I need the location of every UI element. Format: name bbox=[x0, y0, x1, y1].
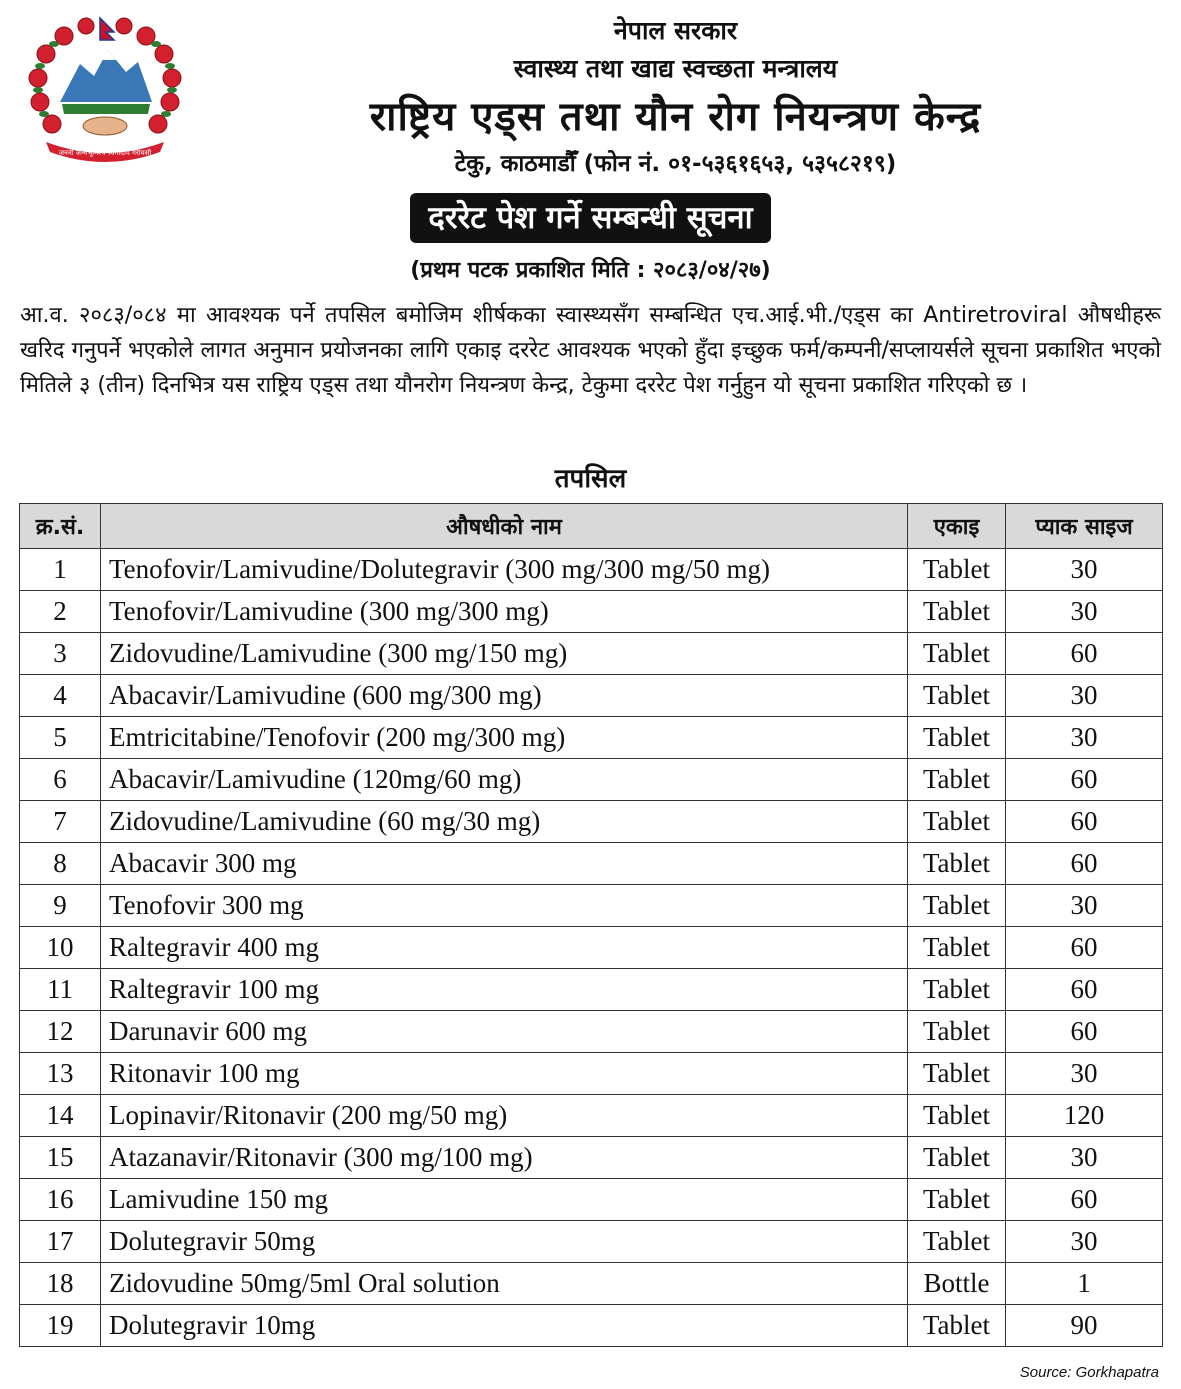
table-row bbox=[20, 1011, 1163, 1053]
cell-medicine-name: Zidovudine/Lamivudine (300 mg/150 mg) bbox=[101, 633, 908, 675]
cell-pack-size: 30 bbox=[1006, 717, 1163, 759]
cell-serial: 1 bbox=[20, 549, 101, 591]
cell-serial: 17 bbox=[20, 1221, 101, 1263]
cell-medicine-name: Abacavir 300 mg bbox=[101, 843, 908, 885]
cell-pack-size: 60 bbox=[1006, 969, 1163, 1011]
header-medicine-name: औषधीको नाम bbox=[101, 504, 908, 549]
table-row bbox=[20, 549, 1163, 591]
cell-unit: Tablet bbox=[908, 969, 1006, 1011]
cell-pack-size: 60 bbox=[1006, 1011, 1163, 1053]
cell-medicine-name: Tenofovir/Lamivudine/Dolutegravir (300 mg/300 mg/50 mg) bbox=[101, 549, 908, 591]
header-serial: क्र.सं. bbox=[20, 504, 101, 549]
cell-unit: Tablet bbox=[908, 843, 1006, 885]
cell-unit: Tablet bbox=[908, 633, 1006, 675]
cell-unit: Tablet bbox=[908, 759, 1006, 801]
cell-unit: Tablet bbox=[908, 927, 1006, 969]
cell-medicine-name: Dolutegravir 10mg bbox=[101, 1305, 908, 1347]
cell-medicine-name: Dolutegravir 50mg bbox=[101, 1221, 908, 1263]
cell-pack-size: 60 bbox=[1006, 633, 1163, 675]
cell-pack-size: 120 bbox=[1006, 1095, 1163, 1137]
cell-unit: Tablet bbox=[908, 1221, 1006, 1263]
table-row bbox=[20, 759, 1163, 801]
cell-pack-size: 1 bbox=[1006, 1263, 1163, 1305]
cell-unit: Tablet bbox=[908, 717, 1006, 759]
table-row bbox=[20, 1053, 1163, 1095]
cell-medicine-name: Darunavir 600 mg bbox=[101, 1011, 908, 1053]
header-pack-size: प्याक साइज bbox=[1006, 504, 1163, 549]
cell-serial: 9 bbox=[20, 885, 101, 927]
table-row bbox=[20, 1263, 1163, 1305]
cell-medicine-name: Lamivudine 150 mg bbox=[101, 1179, 908, 1221]
table-row bbox=[20, 1095, 1163, 1137]
cell-unit: Tablet bbox=[908, 885, 1006, 927]
cell-pack-size: 60 bbox=[1006, 759, 1163, 801]
cell-pack-size: 60 bbox=[1006, 801, 1163, 843]
cell-medicine-name: Ritonavir 100 mg bbox=[101, 1053, 908, 1095]
cell-serial: 3 bbox=[20, 633, 101, 675]
cell-unit: Tablet bbox=[908, 1179, 1006, 1221]
cell-serial: 8 bbox=[20, 843, 101, 885]
cell-pack-size: 30 bbox=[1006, 1053, 1163, 1095]
cell-medicine-name: Lopinavir/Ritonavir (200 mg/50 mg) bbox=[101, 1095, 908, 1137]
cell-serial: 12 bbox=[20, 1011, 101, 1053]
source-credit: Source: Gorkhapatra bbox=[1019, 1364, 1159, 1381]
nepal-emblem-icon bbox=[22, 14, 188, 164]
table-row bbox=[20, 885, 1163, 927]
cell-serial: 5 bbox=[20, 717, 101, 759]
government-name: नेपाल सरकार bbox=[613, 16, 738, 45]
cell-medicine-name: Tenofovir/Lamivudine (300 mg/300 mg) bbox=[101, 591, 908, 633]
cell-unit: Tablet bbox=[908, 1095, 1006, 1137]
medicine-table bbox=[19, 503, 1163, 1347]
cell-unit: Tablet bbox=[908, 549, 1006, 591]
header bbox=[190, 12, 1161, 182]
cell-pack-size: 30 bbox=[1006, 1221, 1163, 1263]
cell-serial: 18 bbox=[20, 1263, 101, 1305]
table-row bbox=[20, 969, 1163, 1011]
cell-serial: 19 bbox=[20, 1305, 101, 1347]
table-row bbox=[20, 1137, 1163, 1179]
cell-medicine-name: Tenofovir 300 mg bbox=[101, 885, 908, 927]
cell-serial: 7 bbox=[20, 801, 101, 843]
cell-serial: 11 bbox=[20, 969, 101, 1011]
table-row bbox=[20, 591, 1163, 633]
ministry-name: स्वास्थ्य तथा खाद्य स्वच्छता मन्त्रालय bbox=[513, 54, 838, 83]
cell-serial: 10 bbox=[20, 927, 101, 969]
cell-unit: Tablet bbox=[908, 1305, 1006, 1347]
cell-serial: 14 bbox=[20, 1095, 101, 1137]
notice-title: दररेट पेश गर्ने सम्बन्धी सूचना bbox=[410, 193, 770, 243]
notice-body: आ.व. २०८३/०८४ मा आवश्यक पर्ने तपसिल बमोजिम शीर्षकका स्वास्थ्यसँग सम्बन्धित एच.आई.भी./एड्स का Antiretroviral औषधीहरू खरिद गनुपर्ने भएकोले लागत अनुमान प्रयोजनका लागि एकाइ दररेट आवश्यक भएको हुँदा इच्छुक फर्म/कम्पनी/सप्लायर्सले सूचना प्रकाशित भएको मितिले ३ (तीन) दिनभित्र यस राष्ट्रिय एड्स तथा यौनरोग नियन्त्रण केन्द्र, टेकुमा दररेट पेश गर्नुहुन यो सूचना प्रकाशित गरिएको छ । bbox=[20, 303, 1161, 398]
cell-unit: Bottle bbox=[908, 1263, 1006, 1305]
cell-serial: 6 bbox=[20, 759, 101, 801]
table-row bbox=[20, 801, 1163, 843]
cell-unit: Tablet bbox=[908, 1053, 1006, 1095]
emblem-motto: जननी जन्मभूमिश्च स्वर्गादपि गरीयसी bbox=[58, 149, 152, 157]
cell-medicine-name: Raltegravir 100 mg bbox=[101, 969, 908, 1011]
cell-unit: Tablet bbox=[908, 675, 1006, 717]
cell-medicine-name: Atazanavir/Ritonavir (300 mg/100 mg) bbox=[101, 1137, 908, 1179]
schedule-heading: तपसिल bbox=[554, 464, 627, 494]
center-name: राष्ट्रिय एड्स तथा यौन रोग नियन्त्रण केन्द्र bbox=[369, 94, 982, 140]
cell-pack-size: 90 bbox=[1006, 1305, 1163, 1347]
cell-medicine-name: Raltegravir 400 mg bbox=[101, 927, 908, 969]
cell-serial: 2 bbox=[20, 591, 101, 633]
cell-serial: 4 bbox=[20, 675, 101, 717]
table-row bbox=[20, 843, 1163, 885]
cell-serial: 16 bbox=[20, 1179, 101, 1221]
table-row bbox=[20, 927, 1163, 969]
cell-medicine-name: Abacavir/Lamivudine (600 mg/300 mg) bbox=[101, 675, 908, 717]
cell-pack-size: 60 bbox=[1006, 1179, 1163, 1221]
cell-pack-size: 60 bbox=[1006, 927, 1163, 969]
cell-medicine-name: Emtricitabine/Tenofovir (200 mg/300 mg) bbox=[101, 717, 908, 759]
table-row bbox=[20, 1305, 1163, 1347]
published-date: (प्रथम पटक प्रकाशित मिति : २०८३/०४/२७) bbox=[410, 258, 771, 283]
cell-pack-size: 60 bbox=[1006, 843, 1163, 885]
cell-medicine-name: Abacavir/Lamivudine (120mg/60 mg) bbox=[101, 759, 908, 801]
table-row bbox=[20, 717, 1163, 759]
table-row bbox=[20, 1221, 1163, 1263]
table-row bbox=[20, 675, 1163, 717]
header-unit: एकाइ bbox=[908, 504, 1006, 549]
cell-unit: Tablet bbox=[908, 591, 1006, 633]
cell-medicine-name: Zidovudine/Lamivudine (60 mg/30 mg) bbox=[101, 801, 908, 843]
cell-pack-size: 30 bbox=[1006, 885, 1163, 927]
cell-pack-size: 30 bbox=[1006, 675, 1163, 717]
cell-unit: Tablet bbox=[908, 1011, 1006, 1053]
cell-unit: Tablet bbox=[908, 801, 1006, 843]
table-row bbox=[20, 1179, 1163, 1221]
cell-serial: 13 bbox=[20, 1053, 101, 1095]
cell-serial: 15 bbox=[20, 1137, 101, 1179]
cell-pack-size: 30 bbox=[1006, 549, 1163, 591]
cell-medicine-name: Zidovudine 50mg/5ml Oral solution bbox=[101, 1263, 908, 1305]
cell-unit: Tablet bbox=[908, 1137, 1006, 1179]
cell-pack-size: 30 bbox=[1006, 591, 1163, 633]
table-header-row bbox=[20, 504, 1163, 549]
table-row bbox=[20, 633, 1163, 675]
cell-pack-size: 30 bbox=[1006, 1137, 1163, 1179]
address: टेकु, काठमाडौँ (फोन नं. ०१-५३६१६५३, ५३५८२१९) bbox=[454, 151, 897, 177]
